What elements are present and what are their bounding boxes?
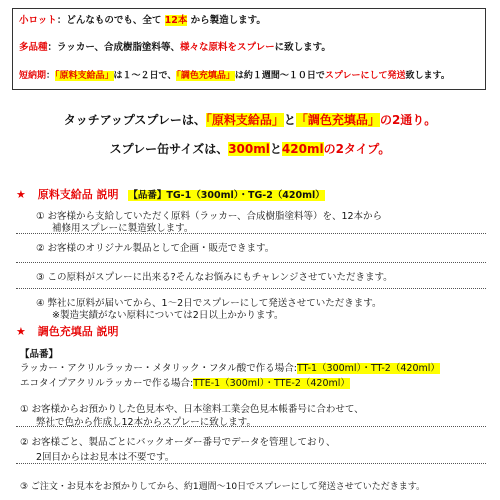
list-item: 弊社で色から作成し12本からスプレーに致します。 [36,417,256,428]
list-item: 2回目からはお見本は不要です。 [36,452,175,463]
section-heading: 原料支給品 説明 [37,188,119,201]
notice-text: 致します。 [405,71,450,81]
notice-line-small-lot [19,15,266,27]
summary-highlight: 「原料支給品」 [205,113,284,127]
code-text: エコタイプアクリルラッカーで作る場合: [20,378,194,389]
notice-highlight: 「調色充填品」 [176,71,235,81]
summary-text: スプレー缶サイズは、 [109,142,229,156]
list-item-note: ※製造実績がない原料については2日以上かかります。 [52,310,284,321]
summary-text: の2通り。 [379,113,437,127]
notice-text: ：ラッカー、合成樹脂塗料等、 [47,42,180,53]
notice-box [12,8,486,90]
separator [16,426,486,428]
section-heading: 調色充填品 説明 [37,325,119,338]
star-icon: ★ [16,325,26,338]
notice-label: 多品種 [19,42,48,53]
summary-text: の2タイプ。 [323,142,391,156]
notice-text: ： [46,71,56,81]
list-item: ③ ご注文・お見本をお預かりしてから、約1週間～10日でスプレーにして発送させていただきます。 [20,482,426,492]
summary-highlight: 420ml [281,142,324,156]
summary-line-sizes [0,140,500,157]
separator [16,262,486,264]
notice-text: は１～２日で、 [113,71,177,81]
list-item: ③ この原料がスプレーに出来る?そんなお悩みにもチャレンジさせていただきます。 [36,272,393,283]
notice-text: は約１週間～１０日で [234,71,325,81]
list-item: ④ 弊社に原料が届いてから、1～2日でスプレーにして発送させていただきます。 [36,298,382,309]
separator [16,463,486,465]
product-code: TTE-1（300ml）・TTE-2（420ml） [193,378,350,389]
notice-line-delivery [19,70,450,82]
list-item: ① お客様から支給していただく原料（ラッカー、合成樹脂塗料等）を、12本から [36,211,383,222]
notice-highlight: 12本 [164,15,188,26]
notice-highlight: 「原料支給品」 [55,71,114,81]
notice-text: ：どんなものでも、全て [56,15,165,26]
notice-label: 小ロット [19,15,57,26]
summary-highlight: 「調色充填品」 [295,113,380,127]
list-item: ② お客様ごと、製品ごとにバックオーダー番号でデータを管理しており、 [20,437,336,448]
section-title-toned [16,323,119,339]
product-code: 【品番】TG-1（300ml）・TG-2（420ml） [128,190,325,201]
code-text: ラッカー・アクリルラッカー・メタリック・フタル酸で作る場合: [20,363,297,374]
notice-highlight: スプレーにして発送 [324,71,406,81]
product-code: TT-1（300ml）・TT-2（420ml） [297,363,440,374]
notice-text: に致します。 [274,42,331,53]
product-code-line [20,362,440,375]
summary-highlight: 300ml [228,142,270,156]
notice-highlight: 様々な原料をスプレー [179,42,275,53]
separator [16,288,486,290]
list-item: 補修用スプレーに製造致します。 [52,223,194,234]
summary-line-types [0,111,500,128]
summary-text: と [283,113,296,127]
summary-text: と [269,142,282,156]
product-code-label: 【品番】 [20,349,59,360]
notice-label: 短納期 [19,71,47,81]
list-item: ① お客様からお預かりした色見本や、日本塗料工業会色見本帳番号に合わせて、 [20,404,364,415]
separator [16,233,486,235]
notice-text: から製造します。 [187,15,266,26]
star-icon: ★ [16,188,26,201]
section-title-supplied [16,186,325,202]
product-code-line [20,377,350,390]
summary-text: タッチアップスプレーは、 [63,113,206,127]
list-item: ② お客様のオリジナル製品として企画・販売できます。 [36,243,275,254]
notice-line-variety [19,42,331,54]
